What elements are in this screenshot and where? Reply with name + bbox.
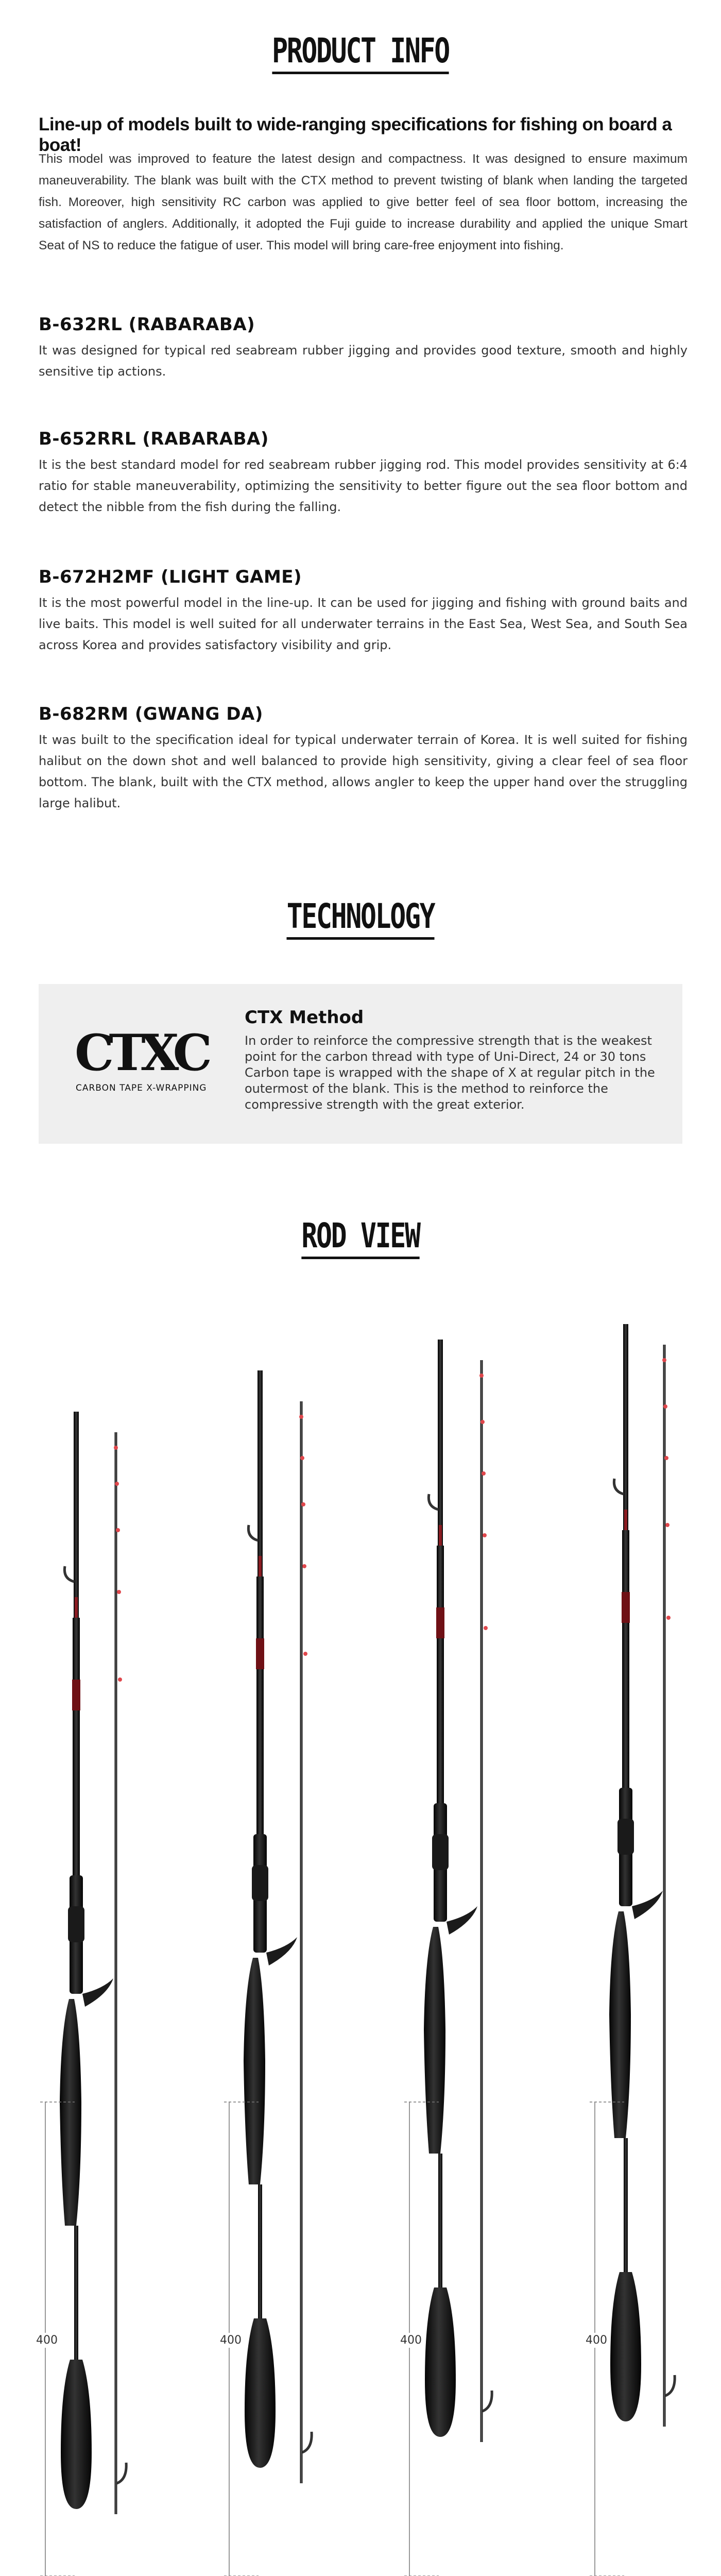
- model-block: [39, 567, 688, 656]
- rod-b632rl: [40, 1412, 126, 2576]
- model-description: It is the best standard model for red seabream rubber jigging rod. This model provides sensitivity at 6:4 ratio for stable maneuverability, optimizing the sensitivity to better figure out the sea floor bottom and detect the nibble from the fish during the falling.: [39, 457, 688, 514]
- ctx-logo-mark: CTXC: [75, 1028, 208, 1082]
- model-name: B-652RRL (RABARABA): [39, 429, 269, 449]
- rod-view-illustration: [0, 1309, 721, 2576]
- rod-dimension-label: 400: [36, 2334, 58, 2347]
- rod-dimension-label: 400: [586, 2334, 607, 2347]
- rod-b682rm: [590, 1324, 675, 2576]
- product-intro: This model was improved to feature the latest design and compactness. It was designed to ensure maximum maneuverability. The blank was built with the CTX method to prevent twisting of blank when landing the targeted fish. Moreover, high sensitivity RC carbon was applied to give better feel of sea floor bottom, increasing the satisfaction of anglers. Additionally, it adopted the Fuji guide to increase durability and applied the unique Smart Seat of NS to reduce the fatigue of user. This model will bring care-free enjoyment into fishing.: [39, 152, 688, 252]
- model-block: [39, 429, 688, 518]
- product-info-title: PRODUCT INFO: [79, 31, 642, 71]
- ctx-method-title: CTX Method: [245, 1007, 364, 1028]
- technology-title: TECHNOLOGY: [79, 896, 642, 936]
- model-description: It is the most powerful model in the line-up. It can be used for jigging and fishing with ground baits and live baits. This model is well suited for all underwater terrains in the East Sea, West Sea, and South Sea across Korea and provides satisfactory visibility and grip.: [39, 596, 688, 652]
- ctx-method-description: In order to reinforce the compressive strength that is the weakest point for the carbon thread with type of Uni-Direct, 24 or 30 tons Carbon tape is wrapped with the shape of X at regular pitch in the outermost of the blank. This is the method to reinforce the compressive strength with the great exterior.: [245, 1033, 655, 1112]
- ctx-logo: [75, 1028, 260, 1100]
- product-headline: Line-up of models built to wide-ranging specifications for fishing on board a boat!: [39, 114, 672, 155]
- model-description: It was built to the specification ideal for typical underwater terrain of Korea. It is well suited for fishing halibut on the down shot and well balanced to provide high sensitivity, giving a clear feel of sea floor bottom. The blank, built with the CTX method, allows angler to keep the upper hand over the struggling large halibut.: [39, 733, 688, 810]
- rod-dimension-label: 400: [220, 2334, 242, 2347]
- rod-b652rrl: [224, 1370, 312, 2576]
- rod-b672h2mf: [404, 1340, 492, 2576]
- model-name: B-682RM (GWANG DA): [39, 704, 263, 724]
- model-block: [39, 314, 688, 382]
- ctx-method-panel: [39, 984, 682, 1144]
- ctx-logo-caption: CARBON TAPE X-WRAPPING: [76, 1083, 207, 1093]
- model-block: [39, 704, 688, 814]
- model-description: It was designed for typical red seabream rubber jigging and provides good texture, smooth and highly sensitive tip actions.: [39, 343, 688, 379]
- model-name: B-672H2MF (LIGHT GAME): [39, 567, 302, 587]
- model-name: B-632RL (RABARABA): [39, 314, 255, 335]
- rod-dimension-label: 400: [400, 2334, 422, 2347]
- rod-view-title: ROD VIEW: [79, 1216, 642, 1256]
